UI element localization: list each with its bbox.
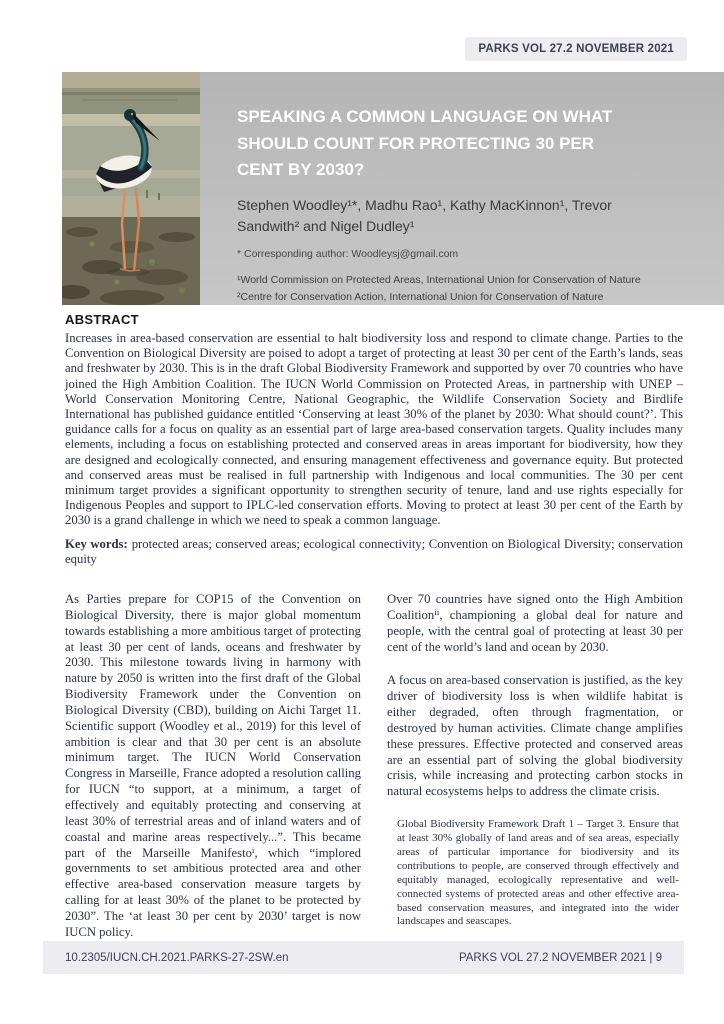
keywords-text: protected areas; conserved areas; ecological connectivity; Convention on Biological Diversity; conservation equity — [65, 536, 683, 566]
author-list: Stephen Woodley¹*, Madhu Rao¹, Kathy MacKinnon¹, Trevor Sandwith² and Nigel Dudley¹ — [237, 196, 612, 234]
affiliations — [237, 272, 719, 307]
left-column — [65, 592, 361, 959]
page-footer — [43, 941, 684, 974]
right-column-paragraph-1: Over 70 countries have signed onto the High Ambition Coalitionⁱⁱ, championing a global deal for nature and people, with the central goal of protecting at least 30 per cent of the world’s land and ocean by 2030. — [387, 592, 683, 654]
article-title-line: SPEAKING A COMMON LANGUAGE ON WHAT — [237, 107, 613, 126]
article-header-band — [62, 72, 724, 305]
abstract-heading: ABSTRACT — [65, 312, 139, 327]
keywords-label: Key words: — [65, 536, 128, 551]
journal-volume-banner: PARKS VOL 27.2 NOVEMBER 2021 — [465, 37, 687, 61]
right-column — [387, 592, 683, 959]
body-columns — [65, 592, 683, 959]
left-column-paragraph: As Parties prepare for COP15 of the Convention on Biological Diversity, there is major global momentum towards establishing a more ambitious target of protecting at least 30 per cent of lands, oceans and freshwater by 2030. This milestone towards living in harmony with nature by 2050 is written into the first draft of the Global Biodiversity Framework under the Convention on Biological Diversity (CBD), building on Aichi Target 11. Scientific support (Woodley et al., 2019) for this level of ambition is clear and that 30 per cent is an absolute minimum target. The IUCN World Conservation Congress in Marseille, France adopted a resolution calling for IUCN “to support, at a minimum, a target of effectively and equitably protecting and conserving at least 30% of terrestrial areas and of inland waters and of coastal and marine areas respectively...”. This became part of the Marseille Manifestoⁱ, which “implored governments to set ambitious protected area and other effective area-based conservation measure targets by calling for at least 30% of the planet to be protected by 2030”. The ‘at least 30 per cent by 2030’ target is now IUCN policy. — [65, 592, 361, 939]
page-number-label: PARKS VOL 27.2 NOVEMBER 2021 | 9 — [458, 951, 662, 964]
affiliation-1: ¹World Commission on Protected Areas, International Union for Conservation of Nature — [237, 273, 641, 286]
article-title-line: SHOULD COUNT FOR PROTECTING 30 PER — [237, 133, 595, 153]
article-title — [237, 104, 719, 184]
article-title-line: CENT BY 2030? — [237, 160, 365, 179]
abstract-section — [65, 312, 683, 567]
right-column-paragraph-2: A focus on area-based conservation is justified, as the key driver of biodiversity loss is when wildlife habitat is either degraded, often through fragmentation, or destroyed by human activities. Climate change amplifies these pressures. Effective protected and conserved areas are an essential part of solving the global biodiversity crisis, while increasing and protecting carbon stocks in natural ecosystems helps to address the climate crisis. — [387, 673, 683, 799]
doi-text: 10.2305/IUCN.CH.2021.PARKS-27-2SW.en — [65, 951, 289, 964]
keywords-line — [65, 537, 683, 567]
stork-photo — [62, 72, 200, 305]
framework-target-quote: Global Biodiversity Framework Draft 1 – Target 3. Ensure that at least 30% globally of land areas and of sea areas, especially areas of particular importance for biodiversity and its contributions to people, are conserved through effectively and equitably managed, ecologically representative and well-connected systems of protected areas and other effective area-based conservation measures, and integrated into the wider landscapes and seascapes. — [397, 818, 679, 928]
abstract-text: Increases in area-based conservation are essential to halt biodiversity loss and respond to climate change. Parties to the Convention on Biological Diversity are poised to adopt a target of protecting at least 30 per cent of the Earth’s lands, seas and freshwater by 2030. This is in the draft Global Biodiversity Framework and supported by over 70 countries who have joined the High Ambition Coalition. The IUCN World Commission on Protected Areas, in partnership with UNEP – World Conservation Monitoring Centre, National Geographic, the Wildlife Conservation Society and Birdlife International has published guidance entitled ‘Conserving at least 30% of the planet by 2030: What should count?’. This guidance calls for a focus on quality as an essential part of large area-based conservation targets. Quality includes many elements, including a focus on establishing protected and conserved areas in areas important for biodiversity, how they are designed and ecologically connected, and ensuring management effectiveness and governance equity. But protected and conserved areas must be realised in full partnership with Indigenous and local communities. The 30 per cent minimum target provides a significant opportunity to strengthen security of tenure, land and use rights especially for Indigenous Peoples and support to IPLC-led conservation efforts. Moving to protect at least 30 per cent of the Earth by 2030 is a grand challenge in which we need to speak a common language. — [65, 331, 683, 528]
corresponding-author: * Corresponding author: Woodleysj@gmail.com — [237, 247, 459, 260]
affiliation-2: ²Centre for Conservation Action, International Union for Conservation of Nature — [237, 291, 604, 303]
